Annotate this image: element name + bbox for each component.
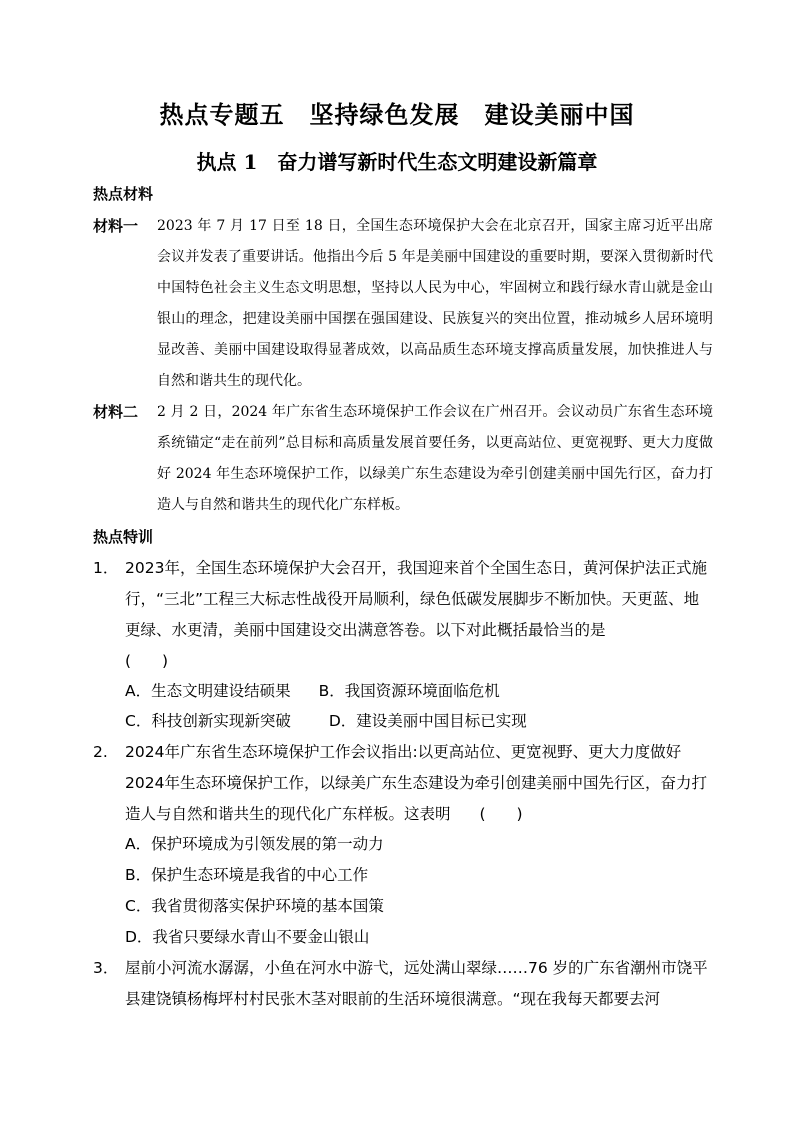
page-subtitle: 执点 1 奋力谱写新时代生态文明建设新篇章 — [196, 150, 598, 174]
answer-paren: ( ) — [125, 652, 169, 670]
question-stem — [125, 737, 708, 830]
material-label: 材料二 — [93, 403, 139, 421]
section-heading-materials: 热点材料 — [93, 185, 154, 203]
material-block — [93, 397, 713, 521]
question-number: 2. — [93, 743, 108, 761]
option-d: D．建设美丽中国目标已实现 — [328, 712, 527, 730]
option-c: C．科技创新实现新突破 — [125, 712, 291, 730]
question-3 — [93, 953, 708, 1015]
material-label: 材料一 — [93, 217, 139, 235]
question-stem — [125, 553, 708, 646]
question-number: 1． — [93, 559, 119, 577]
question-text: 屋前小河流水潺潺，小鱼在河水中游弋，远处满山翠绿……76 岁的广东省潮州市饶平县建饶镇杨梅坪村村民张木茎对眼前的生活环境很满意。“现在我每天都要去河 — [125, 959, 708, 1008]
question-text: 2023年，全国生态环境保护大会召开，我国迎来首个全国生态日，黄河保护法正式施行，“三北”工程三大标志性战役开局顺利，绿色低碳发展脚步不断加快。天更蓝、地更绿、水更清，美丽中国建设交出满意答卷。以下对此概括最恰当的是 — [125, 559, 707, 639]
option-a: A．生态文明建设结硕果 — [125, 682, 291, 700]
material-text: 2 月 2 日，2024 年广东省生态环境保护工作会议在广州召开。会议动员广东省生态环境系统锚定“走在前列”总目标和高质量发展首要任务，以更高站位、更宽视野、更大力度做好 2024 年生态环境保护工作，以绿美广东生态建设为牵引创建美丽中国先行区，奋力打造人与自然和谐共生的现代化广东样板。 — [157, 404, 713, 513]
question-2 — [93, 737, 708, 830]
option-row — [125, 676, 500, 707]
option-b: B．保护生态环境是我省的中心工作 — [125, 866, 369, 884]
material-text: 2023 年 7 月 17 日至 18 日，全国生态环境保护大会在北京召开，国家主席习近平出席会议并发表了重要讲话。他指出今后 5 年是美丽中国建设的重要时期，要深入贯彻新时代中国特色社会主义生态文明思想，坚持以人民为中心，牢固树立和践行绿水青山就是金山银山的理念，把建设美丽中国摆在强国建设、民族复兴的突出位置，推动城乡人居环境明显改善、美丽中国建设取得显著成效，以高品质生态环境支撑高质量发展，加快推进人与自然和谐共生的现代化。 — [157, 218, 713, 389]
option-row — [125, 706, 527, 737]
question-number: 3． — [93, 959, 119, 977]
section-heading-training: 热点特训 — [93, 528, 154, 546]
material-block — [93, 211, 713, 397]
option-b: B．我国资源环境面临危机 — [318, 682, 500, 700]
question-1 — [93, 553, 708, 646]
answer-paren: ( ) — [479, 805, 523, 823]
option-d: D．我省只要绿水青山不要金山银山 — [125, 928, 370, 946]
question-text: 2024年广东省生态环境保护工作会议指出:以更高站位、更宽视野、更大力度做好 2024年生态环境保护工作，以绿美广东生态建设为牵引创建美丽中国先行区，奋力打造人与自然和谐共生的现代化广东样板。这表明 — [125, 743, 707, 823]
question-stem — [125, 953, 708, 1015]
option-c: C．我省贯彻落实保护环境的基本国策 — [125, 897, 384, 915]
option-a: A．保护环境成为引领发展的第一动力 — [125, 835, 384, 853]
page-title: 热点专题五 坚持绿色发展 建设美丽中国 — [159, 100, 635, 129]
